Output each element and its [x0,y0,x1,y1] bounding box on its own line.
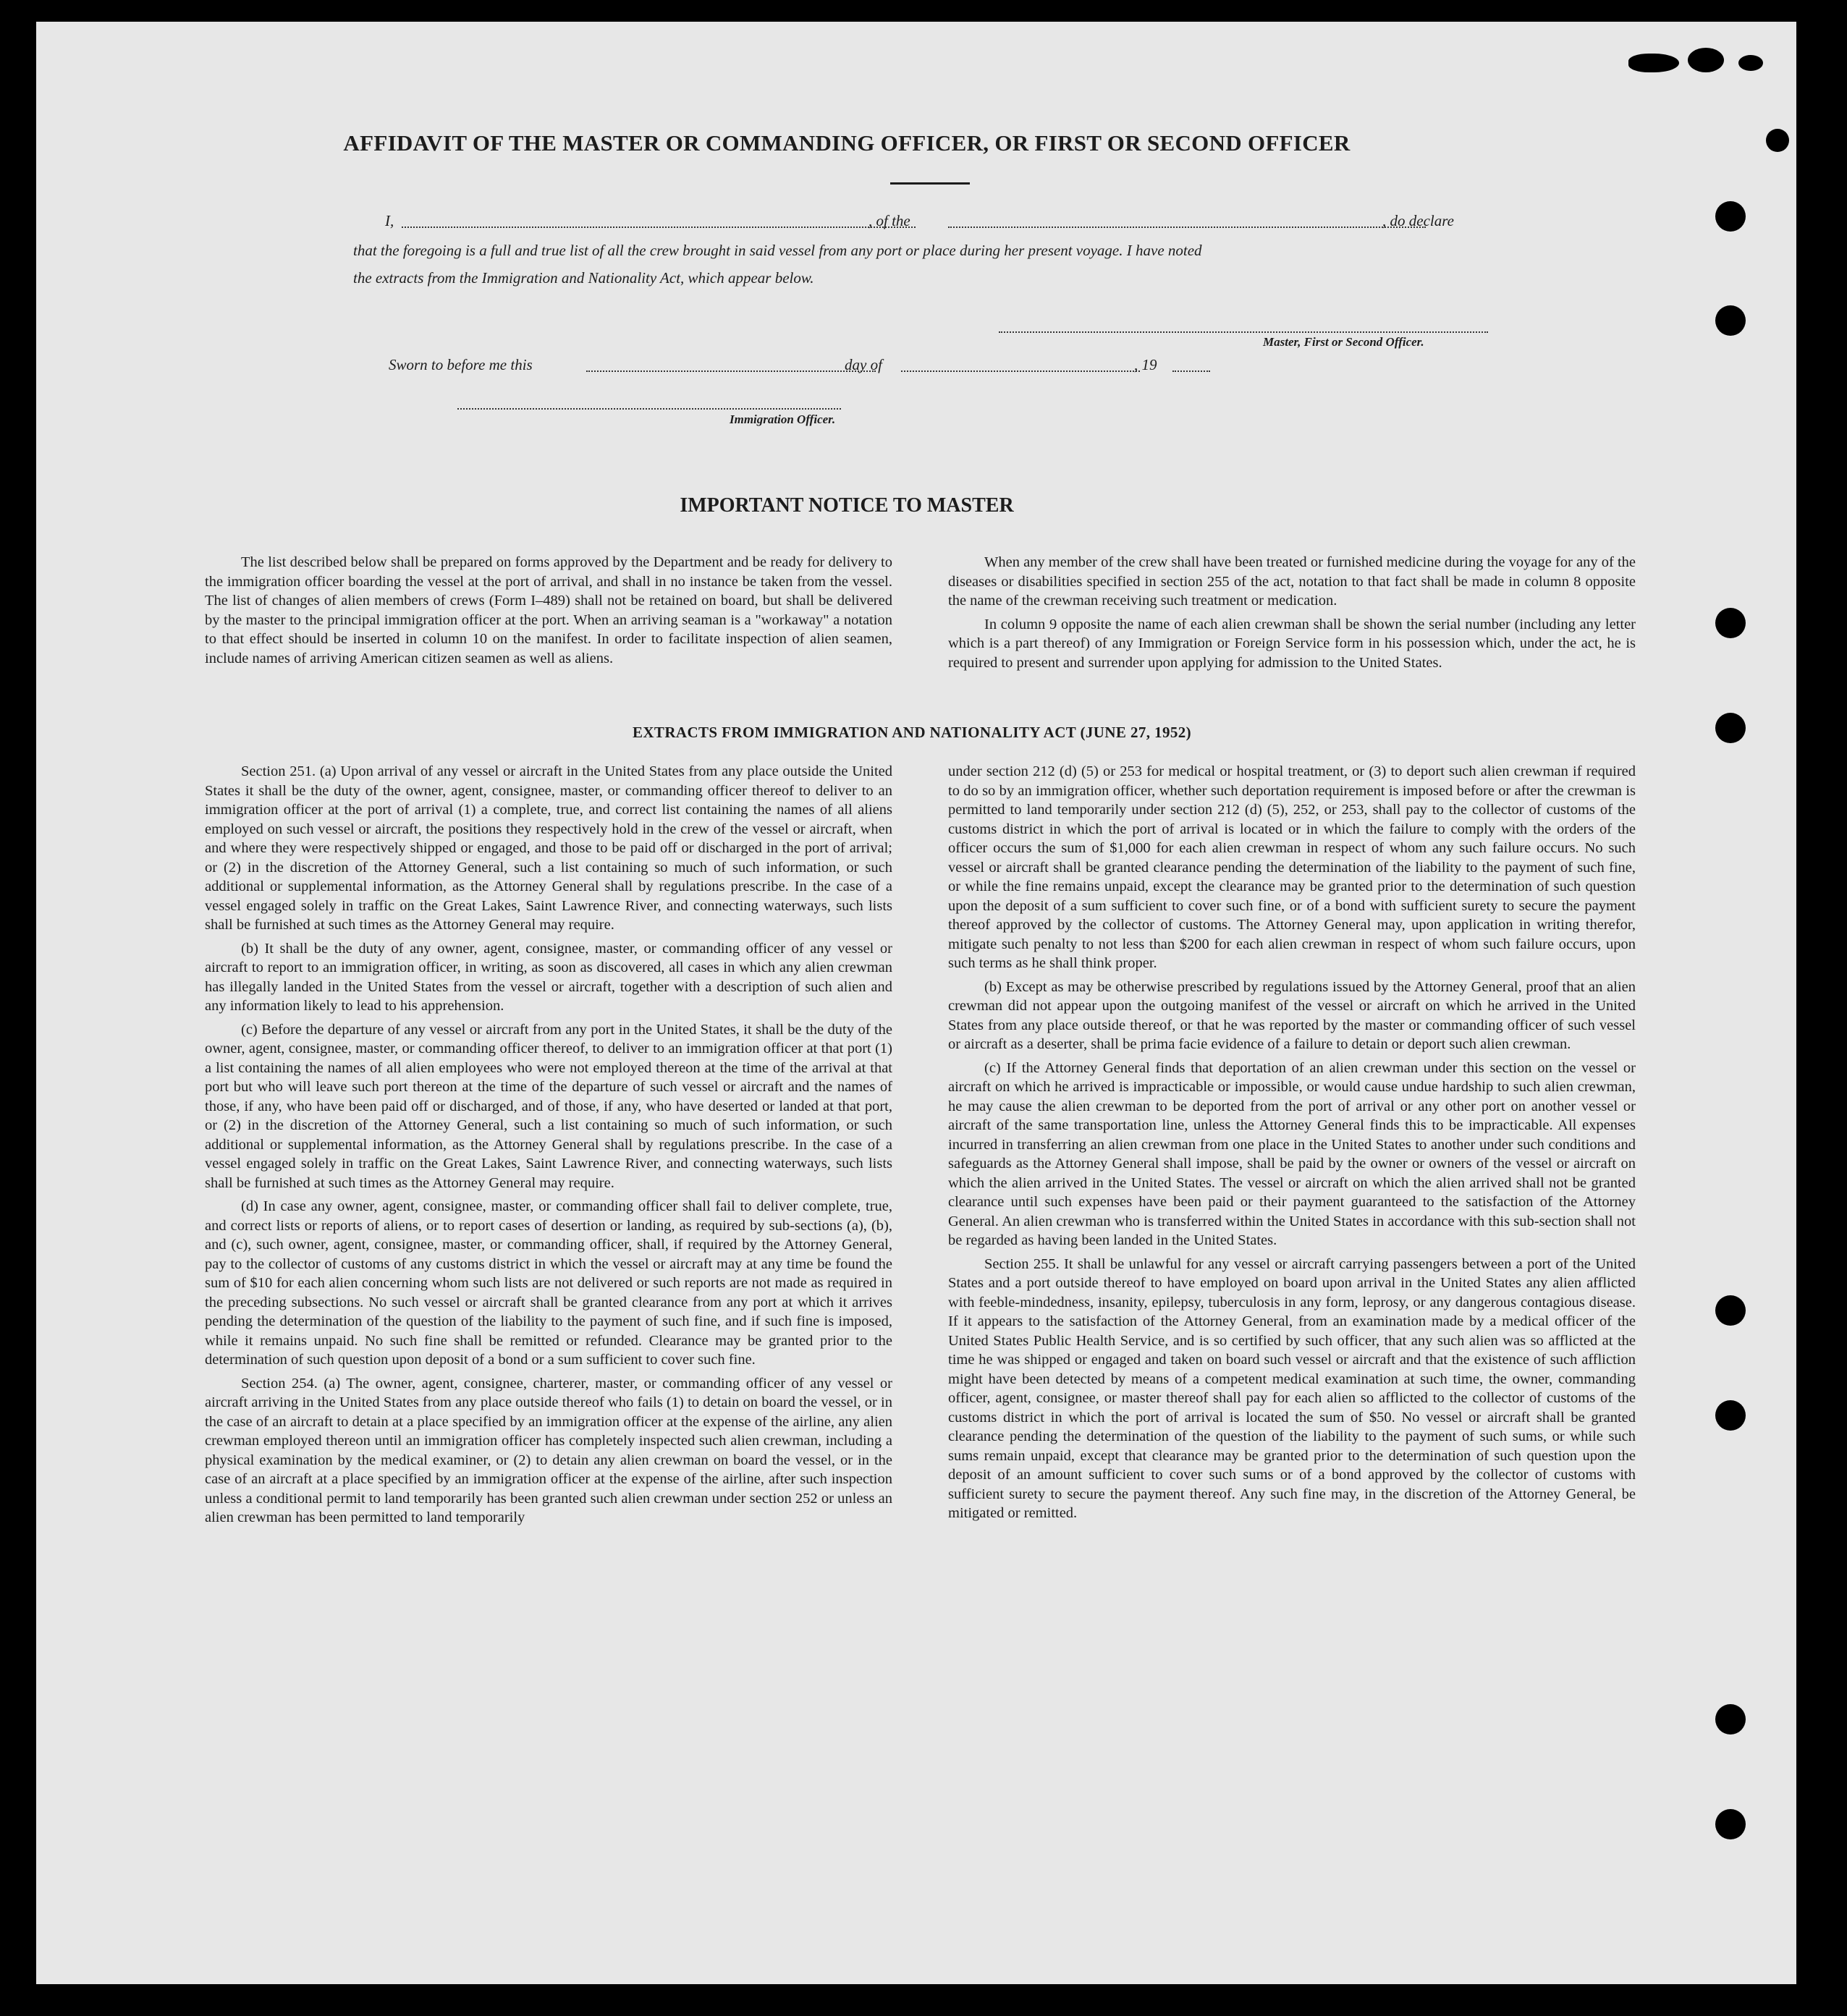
officer-signature-label: Immigration Officer. [730,412,836,426]
extract-paragraph: Section 251. (a) Upon arrival of any vessel or aircraft in the United States from any place outside the United States it shall be the duty of the owner, agent, consignee, master, or commanding officer thereof to deliver to an immigration officer at the port of arrival (1) a complete, true, and correct list containing the names of all aliens employed on such vessel or aircraft, the positions they respectively hold in the crew of the vessel or aircraft, when and where they were respectively shipped or engaged, and those to be paid off or discharged in the port of arrival; or (2) in the discretion of the Attorney General, such a list containing so much of such information, or such additional or supplemental information, as the Attorney General shall by regulations prescribe. In the case of a vessel engaged solely in traffic on the Great Lakes, Saint Lawrence River, and connecting waterways, such lists shall be furnished at such times as the Attorney General may require. [205,763,892,933]
extracts-left-column [205,762,892,1532]
extract-paragraph: Section 255. It shall be unlawful for any vessel or aircraft carrying passengers between a port of the United States and a port outside thereof to have employed on board upon arrival in the United States any alien afflicted with feeble-mindedness, insanity, epilepsy, tuberculosis in any form, leprosy, or any dangerous contagious disease. If it appears to the satisfaction of the Attorney General, from an examination made by a medical officer of the United States Public Health Service, and is so certified by such officer, that any such alien was so afflicted at the time he was shipped or engaged and taken on board such vessel or aircraft and that the existence of such affliction might have been detected by means of a competent medical examination at such time, the owner, commanding officer, agent, consignee, or master thereof shall pay for each alien so afflicted to the collector of customs of the customs district in which the port of arrival is located the sum of $50. No vessel or aircraft shall be granted clearance pending the determination of the question of the liability to the payment of such sums, or while such sums remain unpaid, except that clearance may be granted prior to the determination of such question upon the deposit of an amount sufficient to cover such sums or of a bond approved by the collector of customs with sufficient surety to secure the payment thereof. Any such fine may, in the discretion of the Attorney General, be mitigated or remitted. [948,1255,1636,1521]
vessel-field[interactable] [948,226,1426,228]
form-page [36,22,1796,1984]
extract-paragraph: (c) Before the departure of any vessel or aircraft from any port in the United States, it shall be the duty of the owner, agent, consignee, master, or commanding officer thereof, to deliver to an immigration officer at that port (1) a list containing the names of all alien employees who were not employed thereon at the time of the arrival at that port but who will leave such port thereon at the time of the departure of such vessel or aircraft and the names of those, if any, who have been paid off or discharged, and of those, if any, who have deserted or landed at that port, or (2) in the discretion of the Attorney General, such a list containing so much of such information, or such additional or supplemental information, as the Attorney General shall by regulations prescribe. In the case of a vessel engaged solely in traffic on the Great Lakes, Saint Lawrence River, and connecting waterways, such lists shall be furnished at such times as the Attorney General may require. [205,1021,892,1191]
edge-damage-mark [1688,48,1724,72]
affidavit-declare-label: , do declare [1382,212,1454,229]
notice-right-column [948,553,1636,677]
extract-paragraph: (d) In case any owner, agent, consignee, master, or commanding officer shall fail to deliver complete, true, and correct lists or reports of aliens, or to report cases of desertion or landing, as required by sub-sections (a), (b), and (c), such owner, agent, consignee, master, or commanding officer, shall, if required by the Attorney General, pay to the collector of customs of any customs district in which the vessel or aircraft may at any time be found the sum of $10 for each alien concerning whom such lists are not delivered or such reports are not made as required in the preceding subsections. No such vessel or aircraft shall be granted clearance from any port at which it arrives pending the determination of the question of the liability to the payment of such fine, and if such fine is imposed, while it remains unpaid. No such fine shall be remitted or refunded. Clearance may be granted prior to the determination of such question upon deposit of a bond or a sum sufficient to cover such fine. [205,1198,892,1368]
extract-paragraph: (b) Except as may be otherwise prescribed by regulations issued by the Attorney General, proof that an alien crewman did not appear upon the outgoing manifest of the vessel or aircraft on which he arrived in the United States from any place outside thereof, or that he was reported by the master or commanding officer of such vessel or aircraft as a deserter, shall be prima facie evidence of a failure to detain or deport such alien crewman. [948,978,1636,1052]
day-of-label: day of [845,356,882,373]
binder-hole [1715,1704,1746,1735]
binder-hole [1715,1295,1746,1326]
extract-paragraph: Section 254. (a) The owner, agent, consignee, charterer, master, or commanding officer of any vessel or aircraft arriving in the United States from any place outside thereof who fails (1) to detain on board the vessel, or in the case of an aircraft to detain at a place specified by an immigration officer at the expense of the airline, any alien crewman employed thereon until an immigration officer has completely inspected such alien crewman, including a physical examination by the medical examiner, or (2) to detain any alien crewman on board the vessel, or in the case of an aircraft at a place specified by an immigration officer at the expense of the airline, after such inspection unless a conditional permit to land temporarily has been granted such alien crewman under section 252 or unless an alien crewman has been permitted to land temporarily [205,1375,892,1525]
edge-damage-mark [1628,54,1679,72]
notice-paragraph: When any member of the crew shall have been treated or furnished medicine during the voyage for any of the diseases or disabilities specified in section 255 of the act, notation to that fact shall be made in column 8 opposite the name of the crewman receiving such treatment or medication. [948,554,1636,609]
binder-hole [1715,305,1746,336]
affidavit-line2: that the foregoing is a full and true list of all the crew brought in said vessel from any port or place during her present voyage. I have noted [353,242,1202,259]
affidavit-title: AFFIDAVIT OF THE MASTER OR COMMANDING OFFICER, OR FIRST OR SECOND OFFICER [343,130,1351,156]
officer-signature-line[interactable] [457,408,841,410]
binder-hole [1715,1809,1746,1839]
title-rule [890,182,970,185]
extracts-right-column [948,762,1636,1528]
extracts-heading: EXTRACTS FROM IMMIGRATION AND NATIONALITY ACT (JUNE 27, 1952) [632,724,1192,741]
sworn-label: Sworn to before me this [389,356,533,373]
notice-heading: IMPORTANT NOTICE TO MASTER [680,494,1014,517]
notice-left-column [205,553,892,672]
edge-damage-mark [1738,55,1763,71]
binder-hole [1715,1400,1746,1431]
notice-paragraph: The list described below shall be prepared on forms approved by the Department and be ready for delivery to the immigration officer boarding the vessel at the port of arrival, and shall in no instance be taken from the vessel. The list of changes of alien members of crews (Form I–489) shall not be retained on board, but shall be delivered by the master to the principal immigration officer at the port. When an arriving seaman is a "workaway" a notation to that effect should be inserted in column 10 on the manifest. In order to facilitate inspection of alien seamen, include names of arriving American citizen seamen as well as aliens. [205,554,892,666]
sworn-year-field[interactable] [1172,370,1210,372]
binder-hole [1715,713,1746,743]
binder-hole [1715,201,1746,232]
extract-paragraph: under section 212 (d) (5) or 253 for medical or hospital treatment, or (3) to deport such alien crewman if required to do so by an immigration officer, whether such deportation requirement is imposed before or after the crewman is permitted to land temporarily under section 212 (d) (5), 252, or 253, shall pay to the collector of customs of the customs district in which the port of arrival is located or in which the failure to comply with the orders of the officer occurs the sum of $1,000 for each alien crewman in respect of whom any such failure occurs. No such vessel or aircraft shall be granted clearance pending the determination of the liability to the payment of such fine, or while the fine remains unpaid, except the clearance may be granted prior to the determination of such question upon the deposit of a sum sufficient to cover such fine, or of a bond with sufficient surety to secure the payment thereof approved by the collector of customs. The Attorney General may, upon application in writing therefor, mitigate such penalty to not less than $200 for each alien crewman in respect of whom such failure occurs, upon such terms as he shall think proper. [948,763,1636,971]
sworn-month-field[interactable] [901,370,1140,372]
year-label: , 19 [1134,356,1157,373]
name-field[interactable] [402,226,916,228]
extract-paragraph: (c) If the Attorney General finds that deportation of an alien crewman under this section on the vessel or aircraft on which he arrived is impracticable or impossible, or would cause undue hardship to such alien crewman, he may cause the alien crewman to be deported from the port of arrival or any other port on another vessel or aircraft of the same transportation line, unless the Attorney General finds this to be impracticable. All expenses incurred in transferring an alien crewman from one place in the United States to another under such conditions and safeguards as the Attorney General shall impose, shall be paid by the owner or owners of the vessel or aircraft on which the alien arrived in the United States. The vessel or aircraft on which the alien arrived shall not be granted clearance until such expenses have been paid or their payment guaranteed to the satisfaction of the Attorney General. An alien crewman who is transferred within the United States in accordance with this sub-section shall not be regarded as having been landed in the United States. [948,1059,1636,1248]
affidavit-of-label: , of the [868,212,910,229]
binder-hole [1715,608,1746,638]
sworn-day-field[interactable] [586,370,876,372]
affidavit-line3: the extracts from the Immigration and Nationality Act, which appear below. [353,269,814,287]
extract-paragraph: (b) It shall be the duty of any owner, agent, consignee, master, or commanding officer of any vessel or aircraft to report to an immigration officer, in writing, as soon as discovered, all cases in which any alien crewman has illegally landed in the United States from the vessel or aircraft, together with a description of such alien and any information likely to lead to his apprehension. [205,940,892,1014]
master-signature-label: Master, First or Second Officer. [1263,335,1424,349]
binder-hole [1766,129,1789,152]
master-signature-line[interactable] [999,331,1488,333]
affidavit-i-label: I, [385,212,394,229]
notice-paragraph: In column 9 opposite the name of each alien crewman shall be shown the serial number (including any letter which is a part thereof) of any Immigration or Foreign Service form in his possession which, under the act, he is required to present and surrender upon applying for admission to the United States. [948,616,1636,671]
